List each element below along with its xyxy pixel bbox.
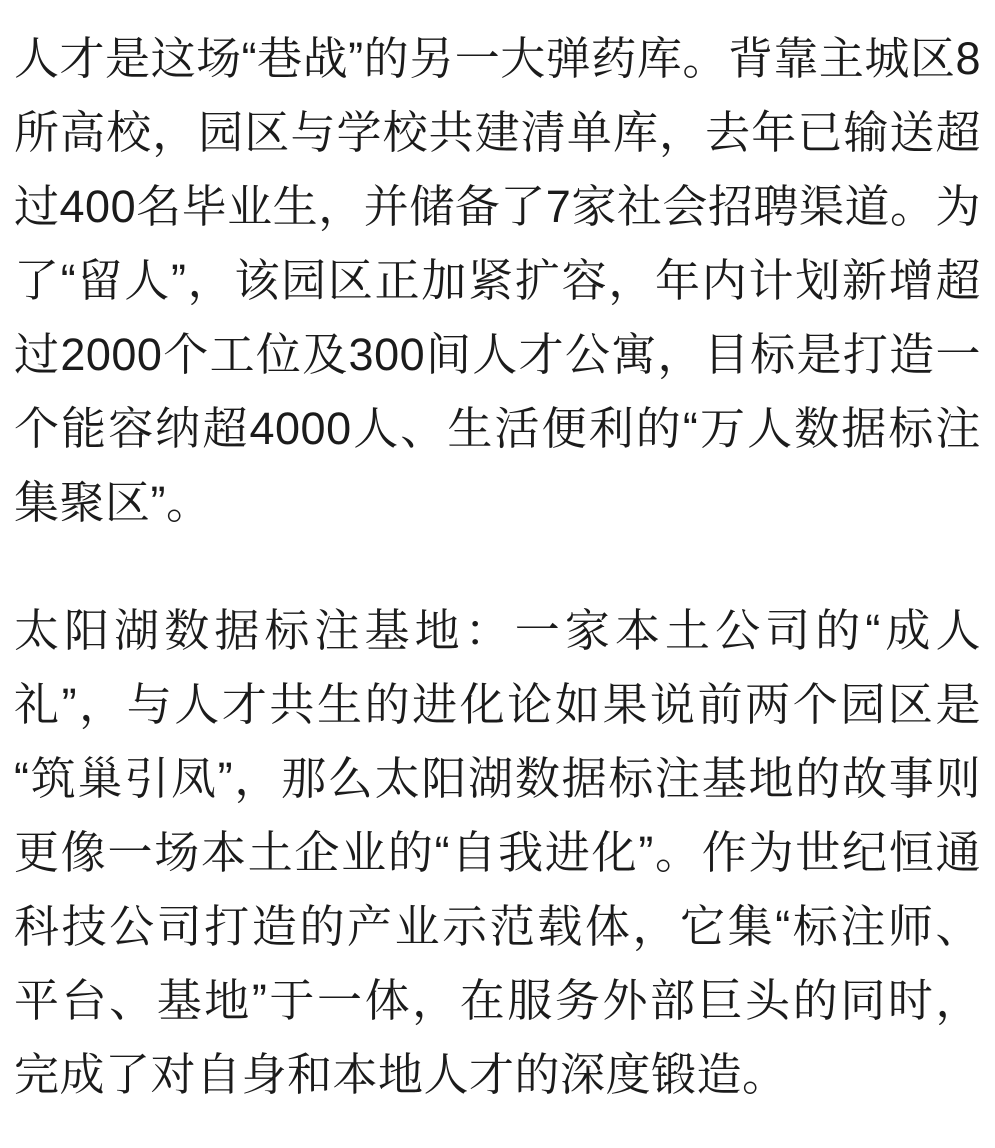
paragraph-talent-pool: 人才是这场“巷战”的另一大弹药库。背靠主城区8所高校，园区与学校共建清单库，去年已输送超过400名毕业生，并储备了7家社会招聘渠道。为了“留人”，该园区正加紧扩容，年内计划新增超过2000个工位及300间人才公寓，目标是打造一个能容纳超4000人、生活便利的“万人数据标注集聚区”。 [14, 33, 981, 528]
paragraph-sunlake-base: 太阳湖数据标注基地：一家本土公司的“成人礼”，与人才共生的进化论如果说前两个园区是“筑巢引凤”，那么太阳湖数据标注基地的故事则更像一场本土企业的“自我进化”。作为世纪恒通科技公司打造的产业示范载体，它集“标注师、平台、基地”于一体，在服务外部巨头的同时，完成了对自身和本地人才的深度锻造。 [14, 605, 981, 1100]
